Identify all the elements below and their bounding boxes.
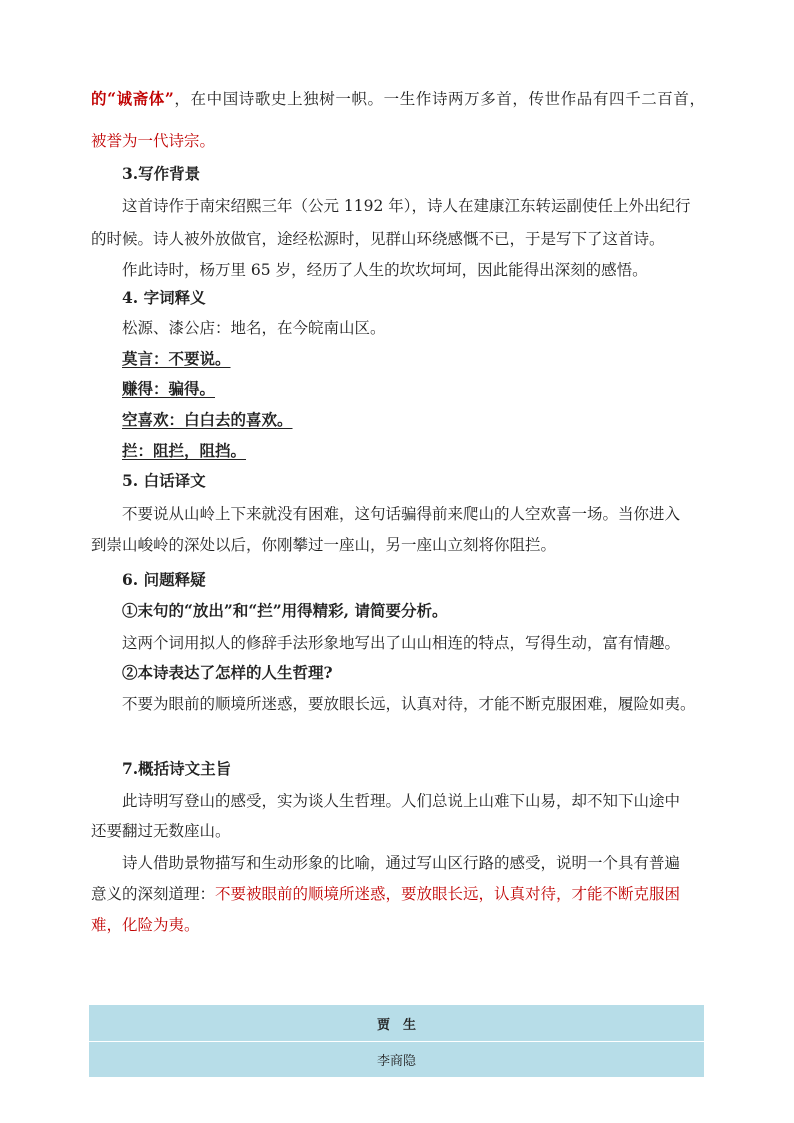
chengzhai-style-term: 的“诚斋体” (91, 89, 174, 108)
translation-line-1: 不要说从山岭上下来就没有困难，这句话骗得前来爬山的人空欢喜一场。当你进入 (122, 505, 681, 523)
intro-line-2: 被誉为一代诗宗。 (91, 132, 216, 150)
glossary-item: 空喜欢：白白去的喜欢。 (122, 410, 293, 429)
theme-p1-line-2: 还要翻过无数座山。 (91, 822, 231, 840)
glossary-item: 赚得：骗得。 (122, 379, 216, 398)
glossary-item: 松源、漆公店：地名，在今皖南山区。 (122, 319, 386, 337)
section-heading-theme: 7.概括诗文主旨 (122, 759, 232, 778)
theme-p2-line-3: 难，化险为夷。 (91, 916, 200, 934)
theme-p2-line-2-text: 意义的深刻道理： (91, 885, 216, 903)
intro-line-1 (91, 88, 705, 110)
background-p2: 作此诗时，杨万里 65 岁，经历了人生的坎坎坷坷，因此能得出深刻的感悟。 (122, 261, 648, 279)
section-heading-questions: 6. 问题释疑 (122, 570, 206, 589)
theme-p2-line-2 (91, 883, 705, 905)
theme-p1-line-1: 此诗明写登山的感受，实为谈人生哲理。人们总说上山难下山易，却不知下山途中 (122, 792, 681, 810)
intro-line-1-rest: ，在中国诗歌史上独树一帜。一生作诗两万多首，传世作品有四千二百首， (173, 90, 705, 108)
background-p1-line-1: 这首诗作于南宋绍熙三年（公元 1192 年），诗人在建康江东转运副使任上外出纪行 (122, 197, 691, 215)
section-heading-glossary: 4. 字词释义 (122, 288, 206, 307)
theme-key-conclusion: 不要被眼前的顺境所迷惑，要放眼长远，认真对待，才能不断克服困 (215, 885, 681, 903)
section-heading-translation: 5. 白话译文 (122, 471, 206, 490)
translation-line-2: 到崇山峻岭的深处以后，你刚攀过一座山，另一座山立刻将你阻拦。 (91, 536, 557, 554)
question-1: ①末句的“放出”和“拦”用得精彩, 请简要分析。 (122, 601, 448, 620)
answer-1: 这两个词用拟人的修辞手法形象地写出了山山相连的特点，写得生动，富有情趣。 (122, 634, 681, 652)
theme-p2-line-1: 诗人借助景物描写和生动形象的比喻，通过写山区行路的感受，说明一个具有普遍 (122, 854, 681, 872)
question-2: ②本诗表达了怎样的人生哲理? (122, 663, 333, 682)
glossary-item: 拦：阻拦，阻挡。 (122, 441, 247, 460)
next-poem-title: 贾 生 (376, 1018, 416, 1033)
answer-2: 不要为眼前的顺境所迷惑，要放眼长远，认真对待，才能不断克服困难，履险如夷。 (122, 695, 696, 713)
next-poem-title-cell (89, 1005, 704, 1041)
next-poem-author-cell (89, 1042, 704, 1077)
section-heading-background: 3.写作背景 (122, 164, 201, 183)
next-poem-author: 李商隐 (376, 1054, 416, 1069)
glossary-item: 莫言：不要说。 (122, 349, 231, 368)
background-p1-line-2: 的时候。诗人被外放做官，途经松源时，见群山环绕感慨不已，于是写下了这首诗。 (91, 230, 665, 248)
